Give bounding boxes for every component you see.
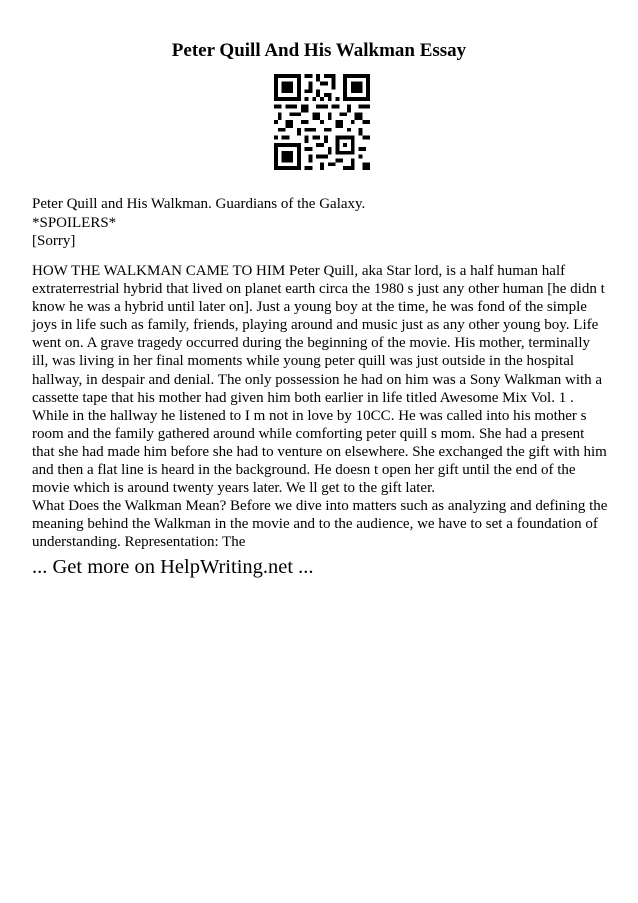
get-more-link[interactable]: ... Get more on HelpWriting.net ... bbox=[32, 556, 314, 578]
intro-line: Peter Quill and His Walkman. Guardians of the Galaxy. bbox=[32, 196, 366, 212]
essay-paragraph: HOW THE WALKMAN CAME TO HIM Peter Quill, aka Star lord, is a half human half extraterrestrial hybrid that lived on planet earth circa the 1980 s just any other human [he didn t know he was a hybrid until later on]. Just a young boy at the time, he was fond of the simple joys in life such as family, friends, playing around and music just as any other young boy. Life went on. A grave tragedy occurred during the beginning of the movie. His mother, terminally ill, was living in her final moments while young peter quill was just outside in the hospital hallway, in despair and denial. The only possession he had on him was a Sony Walkman with a cassette tape that his mother had given him both earlier in life titled Awesome Mix Vol. 1 . While in the hallway he listened to I m not in love by 10CC. He was called into his mother s room and the family gathered around while comforting peter quill s mom. She had a present that she had made him before she had to venture on elsewhere. She exchanged the gift with him and then a flat line is heard in the background. He doesn t open her gift until the end of the movie which is around twenty years later. We ll get to the gift later. bbox=[32, 263, 607, 497]
intro-lines bbox=[32, 195, 612, 251]
intro-line: [Sorry] bbox=[32, 233, 76, 249]
document-title: Peter Quill And His Walkman Essay bbox=[171, 40, 467, 61]
qr-code-icon bbox=[274, 74, 370, 170]
qr-code-graphic bbox=[274, 74, 370, 170]
essay-paragraph: What Does the Walkman Mean? Before we dive into matters such as analyzing and defining the meaning behind the Walkman in the movie and to the audience, we have to set a foundation of understanding. Representation: The bbox=[32, 498, 608, 551]
essay-body bbox=[32, 262, 608, 552]
intro-line: *SPOILERS* bbox=[32, 214, 117, 231]
